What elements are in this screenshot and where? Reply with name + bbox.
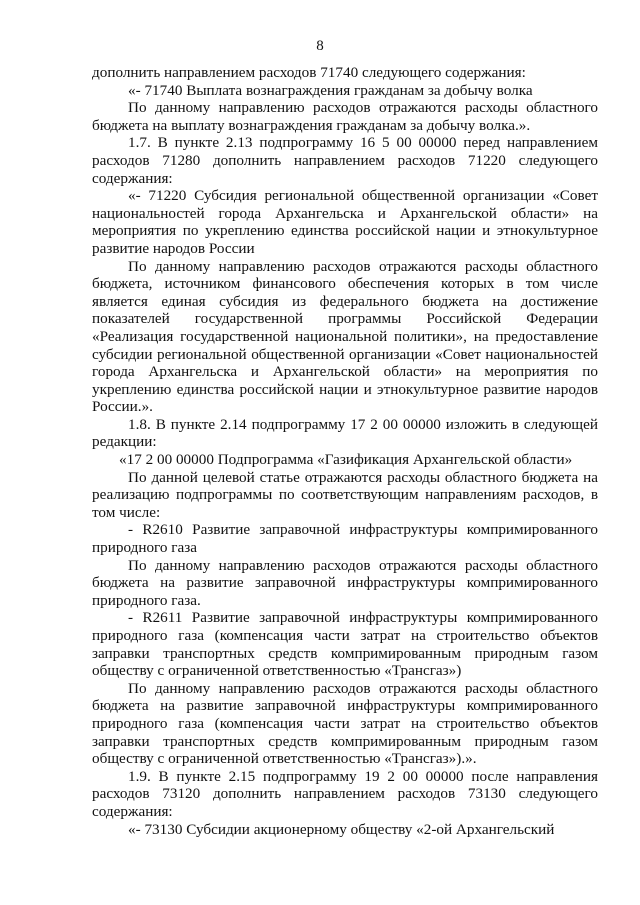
paragraph: 1.8. В пункте 2.14 подпрограмму 17 2 00 00000 изложить в следующей редакции: <box>92 415 598 451</box>
paragraph: «- 73130 Субсидии акционерному обществу «2-ой Архангельский <box>128 820 555 838</box>
page-number: 8 <box>316 38 324 54</box>
paragraph: По данной целевой статье отражаются расходы областного бюджета на реализацию подпрограммы по соответствующим направлениям расходов, в том числе: <box>92 468 598 521</box>
paragraph: 1.9. В пункте 2.15 подпрограмму 19 2 00 00000 после направления расходов 73120 дополнить направлением расходов 73130 следующего содержания: <box>92 767 598 820</box>
document-body <box>92 64 598 838</box>
paragraph: По данному направлению расходов отражаются расходы областного бюджета на выплату вознаграждения гражданам за добычу волка.». <box>92 99 598 134</box>
paragraph: - R2610 Развитие заправочной инфраструктуры компримированного природного газа <box>92 521 598 557</box>
paragraph: По данному направлению расходов отражаются расходы областного бюджета, источником финансового обеспечения которых в том числе является единая субсидия из федерального бюджета на достижение показателей государственной программы Российской Федерации «Реализация государственной национальной политики», на предоставление субсидии региональной общественной организации «Совет национальностей города Архангельска и Архангельской области» на мероприятия по укреплению единства российской нации и этнокультурное развитие народов России.». <box>92 257 598 416</box>
paragraph: дополнить направлением расходов 71740 следующего содержания: <box>92 64 526 81</box>
paragraph: По данному направлению расходов отражаются расходы областного бюджета на развитие заправочной инфраструктуры компримированного природного газа (компенсация части затрат на строительство объектов заправки транспортных средств компримированным природным газом обществу с ограниченной ответственностью «Трансгаз»).». <box>92 679 598 768</box>
paragraph: «- 71220 Субсидия региональной общественной организации «Совет национальностей города Архангельска и Архангельской области» на мероприятия по укреплению единства российской нации и этнокультурное развитие народов России <box>92 187 598 257</box>
paragraph: «17 2 00 00000 Подпрограмма «Газификация Архангельской области» <box>119 451 573 469</box>
paragraph: 1.7. В пункте 2.13 подпрограмму 16 5 00 00000 перед направлением расходов 71280 дополнить направлением расходов 71220 следующего содержания: <box>92 134 598 187</box>
paragraph: - R2611 Развитие заправочной инфраструктуры компримированного природного газа (компенсация части затрат на строительство объектов заправки транспортных средств компримированным природным газом обществу с ограниченной ответственностью «Трансгаз») <box>92 609 598 680</box>
paragraph: «- 71740 Выплата вознаграждения гражданам за добычу волка <box>128 81 533 99</box>
paragraph: По данному направлению расходов отражаются расходы областного бюджета на развитие заправочной инфраструктуры компримированного природного газа. <box>92 556 598 609</box>
